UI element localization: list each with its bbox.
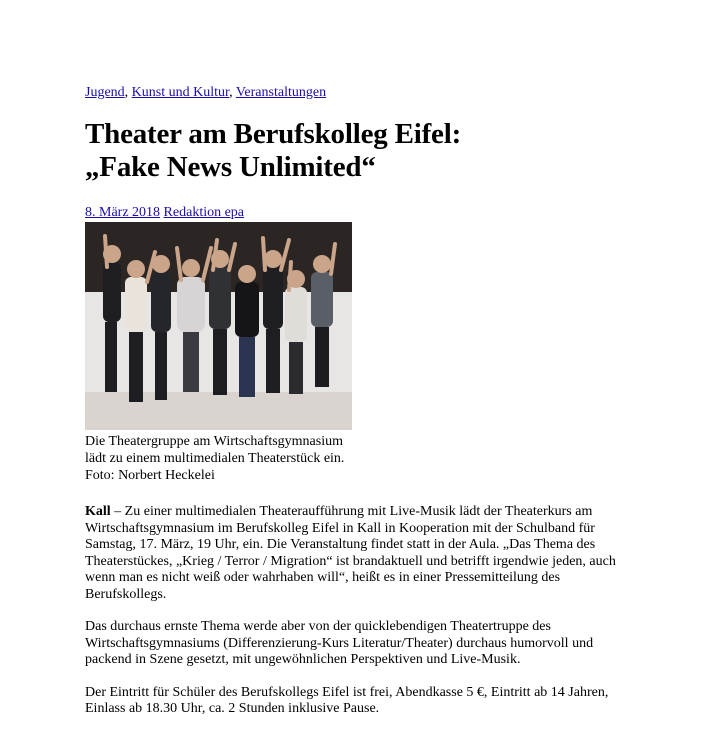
paragraph-2: Das durchaus ernste Thema werde aber von der quicklebendigen Theatertruppe des Wirtschaftsgymnasiums (Differenzierung-Kurs Literatur/Theater) durchaus humorvoll und packend in Szene gesetzt, mit ungewöhnlichen Perspektiven und Live-Musik. xyxy=(85,619,594,667)
title-line-1: Theater am Berufskolleg Eifel: xyxy=(85,118,462,150)
caption-line: lädt zu einem multimedialen Theaterstück ein. xyxy=(85,451,345,466)
dateline: Kall xyxy=(85,504,111,519)
category-link-veranstaltungen[interactable]: Veranstaltungen xyxy=(235,85,327,100)
category-link-kunst-und-kultur[interactable]: Kunst und Kultur xyxy=(131,85,230,100)
photo-caption xyxy=(85,433,385,484)
article-title xyxy=(85,118,645,184)
title-line-2: „Fake News Unlimited“ xyxy=(85,151,376,183)
category-link-jugend[interactable]: Jugend xyxy=(85,85,125,100)
paragraph-3: Der Eintritt für Schüler des Berufskollegs Eifel ist frei, Abendkasse 5 €, Eintritt ab 14 Jahren, Einlass ab 18.30 Uhr, ca. 2 Stunden inklusive Pause. xyxy=(85,684,609,716)
paragraph-1-text: – Zu einer multimedialen Theateraufführung mit Live-Musik lädt der Theaterkurs am Wirtschaftsgymnasium im Berufskolleg Eifel in Kall in Kooperation mit der Schulband für Samstag, 17. März, 19 Uhr, ein. Die Veranstaltung findet statt in der Aula. „Das Thema des Theaterstückes, „Krieg / Terror / Migration“ ist brandaktuell und betrifft irgendwie jeden, auch wenn man es nicht weiß oder wahrhaben will“, heißt es in einer Pressemitteilung des Berufskollegs. xyxy=(85,504,616,602)
article xyxy=(85,84,645,734)
author-link[interactable]: Redaktion epa xyxy=(163,205,245,220)
category-links xyxy=(85,84,645,102)
category-separator: , xyxy=(229,85,233,100)
photo-credit: Foto: Norbert Heckelei xyxy=(85,468,215,483)
paragraph-1 xyxy=(85,504,630,603)
article-body xyxy=(85,504,630,718)
group-photo xyxy=(85,222,352,430)
date-link[interactable]: 8. März 2018 xyxy=(85,205,161,220)
caption-line: Die Theatergruppe am Wirtschaftsgymnasium xyxy=(85,434,343,449)
article-meta xyxy=(85,204,645,222)
group-photo-illustration xyxy=(85,222,352,430)
category-separator: , xyxy=(124,85,129,100)
